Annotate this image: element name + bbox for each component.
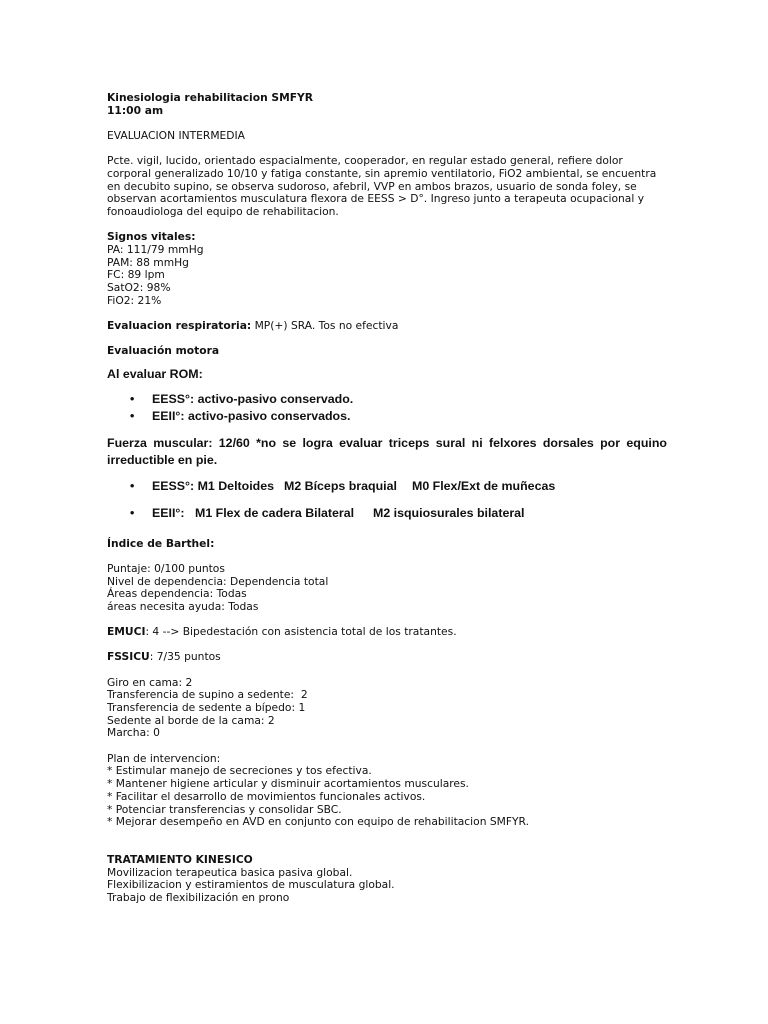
fuerza-eess-label: EESS°: M1 Deltoides [152, 478, 275, 493]
tratamiento-list [107, 867, 667, 905]
rom-heading: Al evaluar ROM: [107, 366, 203, 381]
document-time: 11:00 am [107, 103, 164, 117]
barthel-heading: Índice de Barthel: [107, 536, 215, 550]
respiratory-evaluation [107, 320, 667, 333]
barthel-list [107, 563, 667, 614]
fssicu-item: Sedente al borde de la cama: 2 [107, 713, 275, 727]
fssicu-item: Transferencia de supino a sedente: 2 [107, 688, 308, 702]
vital-item: SatO2: 98% [107, 280, 171, 294]
tratamiento-heading: TRATAMIENTO KINESICO [107, 852, 253, 866]
plan-item: * Mantener higiene articular y disminuir acortamientos musculares. [107, 777, 469, 791]
fuerza-eeii-m2: M2 isquiosurales bilateral [373, 505, 525, 520]
fssicu-item: Marcha: 0 [107, 726, 160, 740]
rom-item: EESS°: activo-pasivo conservado. [152, 391, 354, 406]
fssicu-item: Giro en cama: 2 [107, 675, 193, 689]
fuerza-eeii [152, 505, 525, 522]
fuerza-eeii-label: EEII°: [152, 505, 185, 520]
plan-list [107, 765, 667, 829]
barthel-item: Nivel de dependencia: Dependencia total [107, 574, 329, 588]
rom-list [107, 391, 667, 425]
plan-item: * Potenciar transferencias y consolidar SBC. [107, 802, 342, 816]
emuci-line [107, 626, 667, 639]
fuerza-eeii-m1: M1 Flex de cadera Bilateral [195, 505, 355, 520]
vital-item: PAM: 88 mmHg [107, 255, 189, 269]
vital-item: FiO2: 21% [107, 293, 162, 307]
fssicu-line [107, 651, 667, 664]
fuerza-eess-m0: M0 Flex/Ext de muñecas [412, 478, 556, 493]
tratamiento-item: Movilizacion terapeutica basica pasiva global. [107, 865, 353, 879]
barthel-item: Áreas dependencia: Todas [107, 587, 247, 601]
tratamiento-item: Flexibilizacion y estiramientos de musculatura global. [107, 878, 395, 892]
bullet-icon: • [130, 505, 135, 520]
fuerza-eess-m2: M2 Bíceps braquial [284, 478, 397, 493]
respiratory-text: MP(+) SRA. Tos no efectiva [251, 318, 399, 332]
tratamiento-item: Trabajo de flexibilización en prono [107, 891, 290, 905]
intro-paragraph: Pcte. vigil, lucido, orientado espacialmente, cooperador, en regular estado general, refiere dolor corporal generalizado 10/10 y fatiga constante, sin apremio ventilatorio, FiO2 ambiental, se encuentra en decubito supino, se observa sudoroso, afebril, VVP en ambos brazos, usuario de sonda foley, se observan acortamientos musculatura flexora de EESS > D°. Ingreso junto a terapeuta ocupacional y fonoaudiologa del equipo de rehabilitacion. [107, 154, 657, 218]
bullet-icon: • [130, 408, 135, 423]
plan-item: * Estimular manejo de secreciones y tos efectiva. [107, 764, 372, 778]
vital-item: PA: 111/79 mmHg [107, 242, 204, 256]
list-item [107, 505, 667, 522]
evaluation-heading: EVALUACION INTERMEDIA [107, 128, 245, 142]
emuci-label: EMUCI [107, 625, 146, 639]
rom-item: EEII°: activo-pasivo conservados. [152, 408, 351, 423]
fssicu-list [107, 677, 667, 741]
fuerza-paragraph: Fuerza muscular: 12/60 *no se logra evaluar triceps sural ni felxores dorsales por equino irreductible en pie. [107, 435, 667, 467]
list-item [107, 391, 667, 408]
list-item [107, 408, 667, 425]
fssicu-text: : 7/35 puntos [149, 650, 221, 664]
respiratory-label: Evaluacion respiratoria: [107, 318, 252, 332]
plan-heading: Plan de intervencion: [107, 751, 221, 765]
bullet-icon: • [130, 391, 135, 406]
barthel-item: Puntaje: 0/100 puntos [107, 561, 225, 575]
document-title: Kinesiologia rehabilitacion SMFYR [107, 91, 313, 104]
fssicu-label: FSSICU [107, 650, 150, 664]
plan-item: * Mejorar desempeño en AVD en conjunto con equipo de rehabilitacion SMFYR. [107, 815, 529, 829]
bullet-icon: • [130, 478, 135, 493]
fuerza-eess [152, 478, 555, 495]
fssicu-item: Transferencia de sedente a bípedo: 1 [107, 701, 306, 715]
list-item [107, 478, 667, 495]
vitals-heading: Signos vitales: [107, 230, 196, 244]
vitals-list [107, 244, 667, 308]
document-page [107, 92, 667, 905]
motor-heading: Evaluación motora [107, 344, 220, 358]
barthel-item: áreas necesita ayuda: Todas [107, 600, 259, 614]
vital-item: FC: 89 lpm [107, 268, 165, 282]
emuci-text: : 4 --> Bipedestación con asistencia total de los tratantes. [145, 625, 457, 639]
plan-item: * Facilitar el desarrollo de movimientos funcionales activos. [107, 789, 426, 803]
